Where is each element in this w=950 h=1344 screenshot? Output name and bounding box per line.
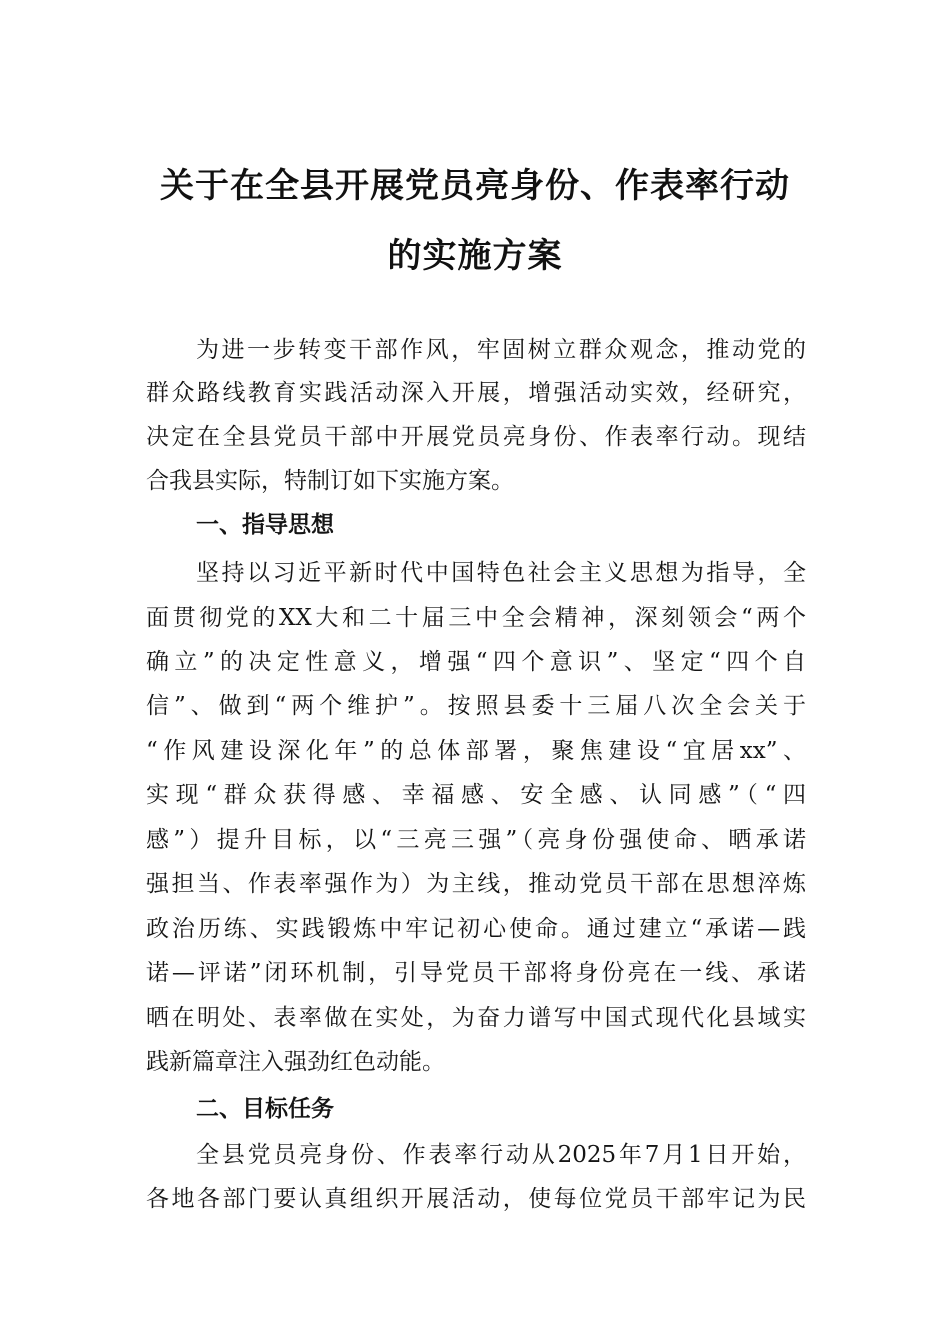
- section1-line-7: 感”）提升目标，以“三亮三强”（亮身份强使命、晒承诺: [146, 827, 806, 853]
- section-heading-goals-tasks: 二、目标任务: [196, 1096, 334, 1122]
- section1-line-6: 实现“群众获得感、幸福感、安全感、认同感”（“四: [146, 782, 806, 808]
- section1-line-3: 确立”的决定性意义，增强“四个意识”、坚定“四个自: [146, 649, 806, 675]
- document-title-line-1: 关于在全县开展党员亮身份、作表率行动: [160, 166, 790, 206]
- intro-line-3: 决定在全县党员干部中开展党员亮身份、作表率行动。现结: [146, 424, 806, 450]
- section1-line-2: 面贯彻党的XX大和二十届三中全会精神，深刻领会“两个: [146, 605, 806, 631]
- section1-line-9: 政治历练、实践锻炼中牢记初心使命。通过建立“承诺—践: [146, 916, 806, 942]
- document-title-line-2: 的实施方案: [387, 236, 563, 276]
- section1-line-11: 晒在明处、表率做在实处，为奋力谱写中国式现代化县域实: [146, 1005, 806, 1031]
- intro-line-1: 为进一步转变干部作风，牢固树立群众观念，推动党的: [196, 337, 806, 363]
- section1-line-12: 践新篇章注入强劲红色动能。: [146, 1049, 445, 1075]
- intro-line-4: 合我县实际，特制订如下实施方案。: [146, 468, 514, 494]
- section2-line-1: 全县党员亮身份、作表率行动从2025年7月1日开始，: [196, 1142, 806, 1168]
- section1-line-4: 信”、做到“两个维护”。按照县委十三届八次全会关于: [146, 693, 806, 719]
- section1-line-8: 强担当、作表率强作为）为主线，推动党员干部在思想淬炼: [146, 871, 806, 897]
- section1-line-1: 坚持以习近平新时代中国特色社会主义思想为指导，全: [196, 560, 806, 586]
- section1-line-5: “作风建设深化年”的总体部署，聚焦建设“宜居xx”、: [146, 738, 806, 764]
- section-heading-guiding-ideology: 一、指导思想: [196, 512, 334, 538]
- section1-line-10: 诺—评诺”闭环机制，引导党员干部将身份亮在一线、承诺: [146, 960, 806, 986]
- section2-line-2: 各地各部门要认真组织开展活动，使每位党员干部牢记为民: [146, 1186, 806, 1212]
- intro-line-2: 群众路线教育实践活动深入开展，增强活动实效，经研究，: [146, 380, 806, 406]
